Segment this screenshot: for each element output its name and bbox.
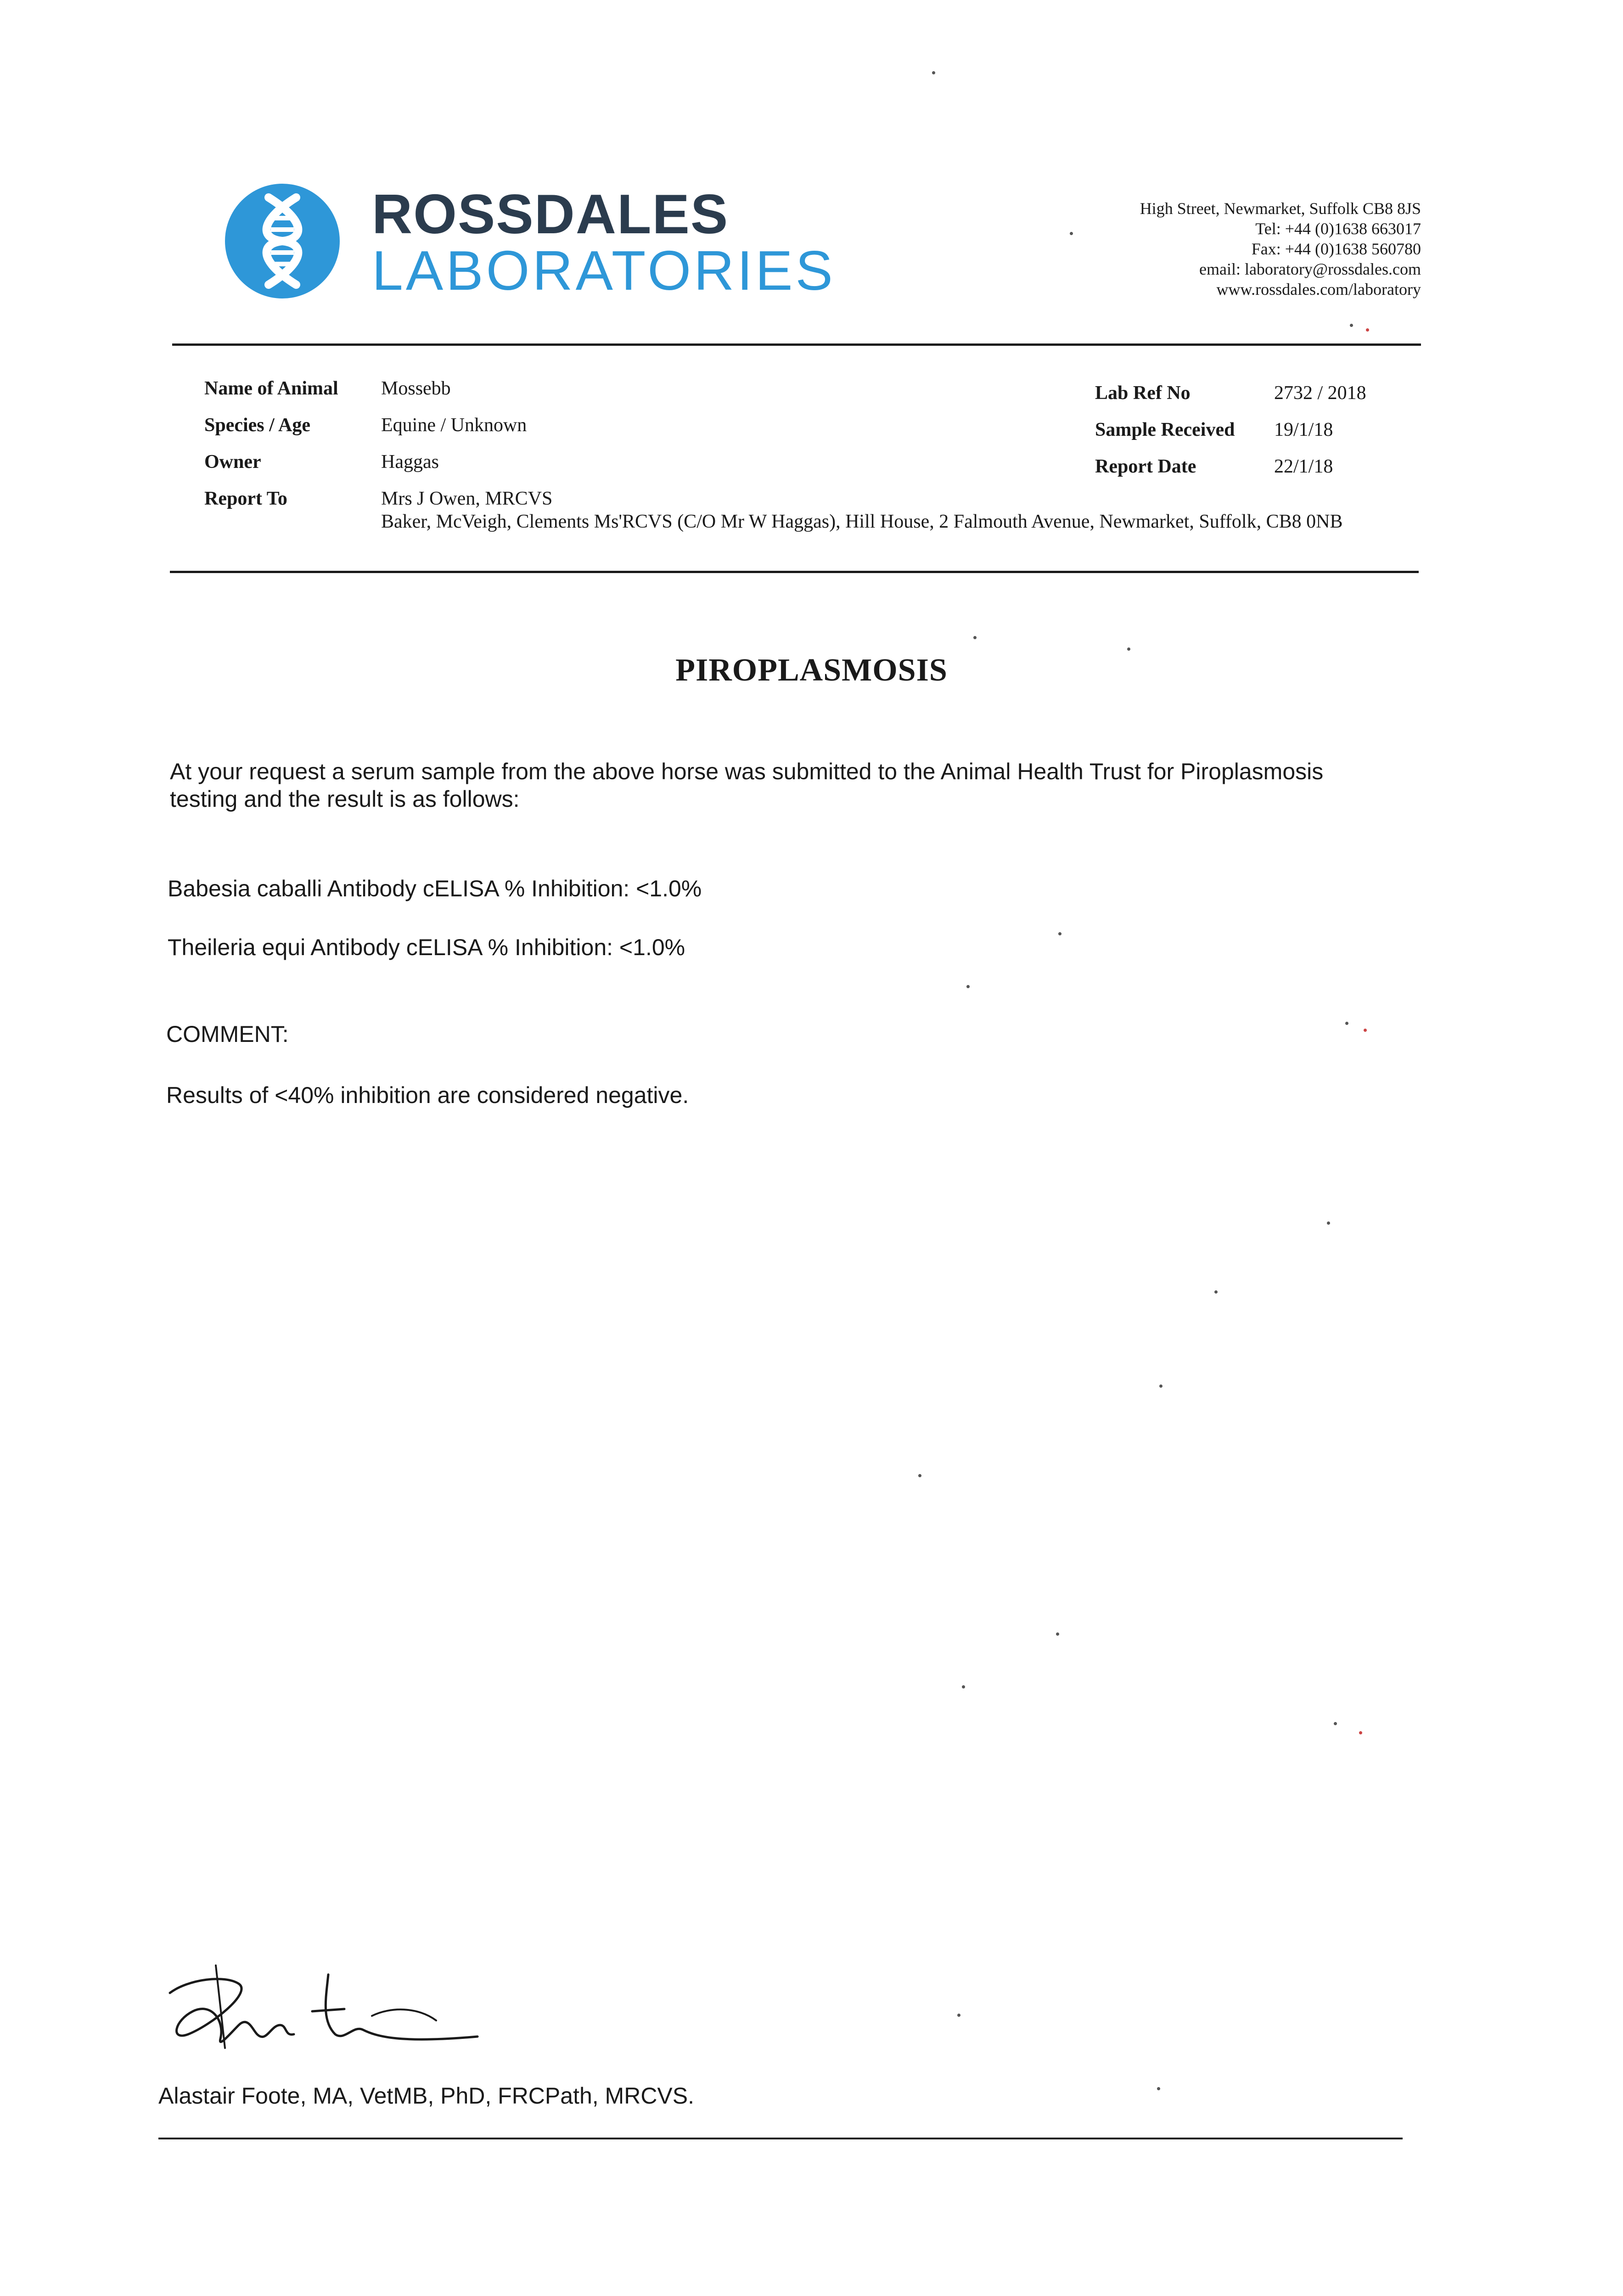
result-babesia: Babesia caballi Antibody cELISA % Inhibition: <1.0%	[168, 876, 702, 901]
species-age-label: Species / Age	[204, 415, 310, 436]
comment-heading: COMMENT:	[166, 1021, 289, 1047]
owner-label: Owner	[204, 451, 261, 473]
signer-name: Alastair Foote, MA, VetMB, PhD, FRCPath, MRCVS.	[158, 2083, 695, 2109]
scan-speck	[957, 2014, 960, 2017]
contact-email: email: laboratory@rossdales.com	[1199, 260, 1421, 278]
scan-speck	[1345, 1022, 1348, 1025]
scan-speck	[973, 636, 977, 639]
owner-value: Haggas	[381, 451, 439, 473]
scan-speck	[1214, 1290, 1218, 1294]
contact-fax: Fax: +44 (0)1638 560780	[1251, 240, 1421, 258]
contact-block	[1008, 198, 1421, 299]
handwritten-signature	[161, 1956, 491, 2057]
contact-web: www.rossdales.com/laboratory	[1216, 280, 1421, 298]
scan-speck	[1058, 932, 1061, 935]
animal-name-label: Name of Animal	[204, 378, 338, 399]
header-divider	[172, 343, 1421, 346]
contact-tel: Tel: +44 (0)1638 663017	[1255, 219, 1421, 238]
report-date-label: Report Date	[1095, 456, 1196, 477]
scan-speck	[1127, 647, 1130, 651]
info-divider	[170, 571, 1419, 573]
scan-speck	[932, 71, 935, 74]
logo-mark	[225, 184, 340, 298]
scan-speck	[1327, 1221, 1330, 1225]
intro-line1: At your request a serum sample from the above horse was submitted to the Animal Health Trust for Piroplasmosis	[170, 759, 1324, 784]
result-theileria: Theileria equi Antibody cELISA % Inhibition: <1.0%	[168, 934, 685, 960]
scan-speck	[1157, 2087, 1160, 2090]
report-date-value: 22/1/18	[1274, 456, 1333, 477]
contact-address: High Street, Newmarket, Suffolk CB8 8JS	[1140, 199, 1421, 218]
scan-speck	[1070, 232, 1073, 235]
scan-speck	[966, 985, 970, 988]
scan-speck	[1350, 324, 1353, 327]
intro-line2: testing and the result is as follows:	[170, 786, 520, 812]
scan-speck	[1366, 328, 1369, 332]
report-title: PIROPLASMOSIS	[675, 653, 948, 688]
sample-received-label: Sample Received	[1095, 419, 1235, 440]
scan-speck	[1359, 1731, 1362, 1734]
scan-speck	[918, 1474, 921, 1477]
scan-speck	[1056, 1632, 1059, 1636]
sample-received-value: 19/1/18	[1274, 419, 1333, 440]
footer-divider	[158, 2138, 1403, 2139]
lab-ref-label: Lab Ref No	[1095, 383, 1191, 404]
scan-speck	[962, 1685, 965, 1688]
comment-text: Results of <40% inhibition are considered negative.	[166, 1082, 689, 1108]
report-to-line1: Mrs J Owen, MRCVS	[381, 488, 553, 509]
scan-speck	[1364, 1029, 1367, 1032]
animal-name-value: Mossebb	[381, 378, 451, 399]
lab-ref-value: 2732 / 2018	[1274, 383, 1366, 404]
brand-name-line1: ROSSDALES	[372, 183, 729, 245]
species-age-value: Equine / Unknown	[381, 415, 527, 436]
report-to-line2: Baker, McVeigh, Clements Ms'RCVS (C/O Mr W Haggas), Hill House, 2 Falmouth Avenue, Newmarket, Suffolk, CB8 0NB	[381, 511, 1343, 532]
report-to-label: Report To	[204, 488, 287, 509]
brand-name-line2: LABORATORIES	[372, 239, 836, 302]
dna-helix-icon	[225, 184, 340, 298]
scan-speck	[1334, 1722, 1337, 1725]
scan-speck	[1159, 1384, 1162, 1388]
